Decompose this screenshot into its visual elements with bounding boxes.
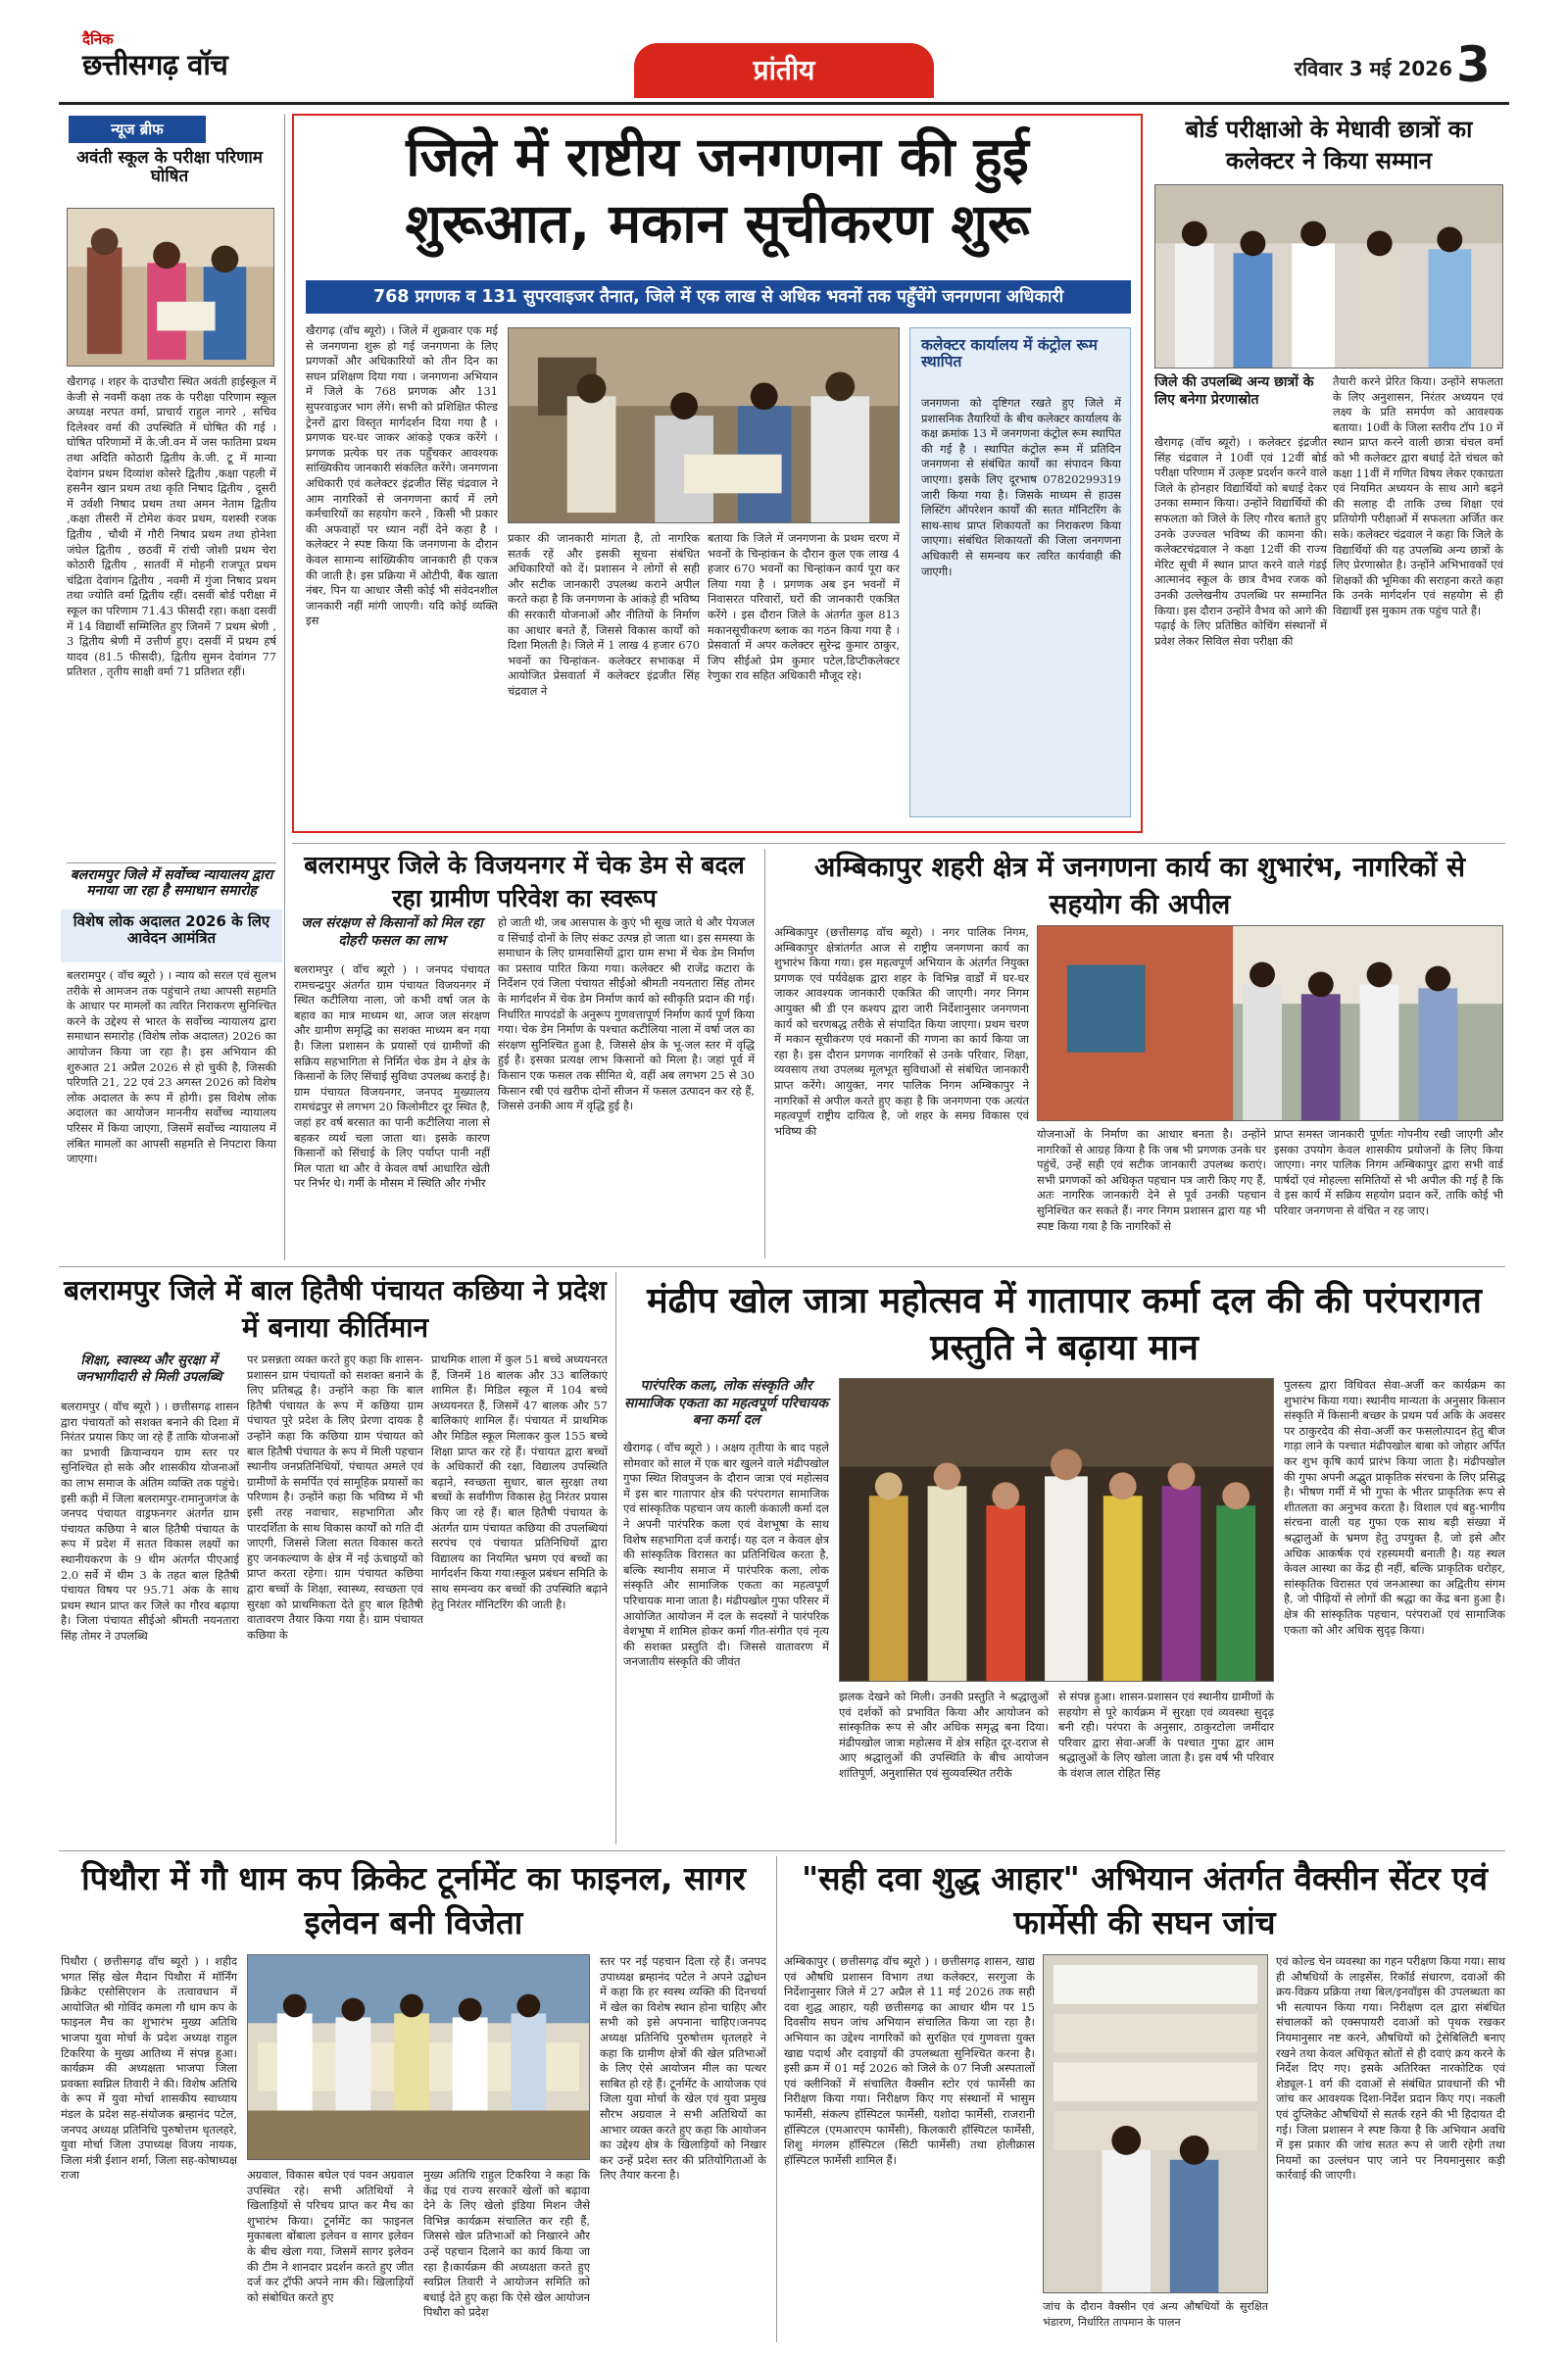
pithora-col-4: स्तर पर नई पहचान दिला रहे हैं। जनपद उपाध्यक्ष ब्रम्हानंद पटेल ने अपने उद्बोधन में कहा कि हर स्वस्थ व्यक्ति की दिनचर्या में खेल का विशेष स्थान होना चाहिए और सभी को इसे अपनाना चाहिए।जनपद अध्यक्ष प्रतिनिधि पुरुषोत्तम धृतलहरे ने कहा कि ग्रामीण क्षेत्रों की खेल प्रतिभाओं के लिए ऐसे आयोजन मील का पत्थर साबित हो रहे हैं। टूर्नामेंट के आयोजक एवं जिला युवा मोर्चा के खेल एवं युवा प्रमुख सौरभ अग्रवाल ने सभी अतिथियों का आभार व्यक्त करते हुए कहा कि आयोजन का उद्देश्य क्षेत्र के खिलाड़ियों को निखार कर उन्हें प्रदेश स्तर की प्रतियोगिताओं के लिए तैयार करना है। [600,1954,766,2183]
kachhiya-col-3: प्राथमिक शाला में कुल 51 बच्चे अध्ययनरत हैं, जिनमें 18 बालक और 33 बालिकाएं शामिल हैं। मिडिल स्कूल में 104 बच्चे अध्ययनरत हैं, जिसमें 47 बालक और 57 बालिकाएं शामिल हैं। पंचायत में प्राथमिक और मिडिल स्कूल मिलाकर कुल 155 बच्चे शिक्षा प्राप्त कर रहे हैं। पंचायत द्वारा बच्चों के अधिकारों की रक्षा, विद्यालय उपस्थिति बढ़ाने, स्वच्छता सुधार, बाल सुरक्षा तथा बच्चों के सर्वांगीण विकास हेतु निरंतर प्रयास किए जा रहे हैं। बाल हितैषी पंचायत के अंतर्गत ग्राम पंचायत कछिया की उपलब्धियां सरपंच एवं पंचायत प्रतिनिधियों द्वारा विद्यालय का नियमित भ्रमण एवं बच्चों का मार्गदर्शन किया गया।स्कूल प्रबंधन समिति के साथ समन्वय कर बच्चों की उपस्थिति बढ़ाने हेतु निरंतर मॉनिटरिंग की जाती है। [431,1352,608,1611]
lead-col-1: खैरागढ़ (वॉच ब्यूरो) । जिले में शुक्रवार एक मई से जनगणना शुरू हो गई जनगणना के लिए प्रगणकों और अधिकारियों को तीन दिन का सघन प्रशिक्षण दिया गया । जनगणना अभियान में जिले के 768 प्रगणक और 131 सुपरवाइजर भाग लेंगे। सभी को प्रशिक्षित फील्ड ट्रेनरों द्वारा विस्तृत मार्गदर्शन दिया गया है । प्रगणक घर-घर जाकर आंकड़े एकत्र करेंगे । प्रगणक प्रत्येक घर तक पहुँचकर आवश्यक सांख्यिकीय जानकारी संकलित करेंगे। जनगणना अधिकारी एवं कलेक्टर इंद्रजीत सिंह चंद्रवाल ने आम नागरिकों से जनगणना कार्य में लगे कर्मचारियों का सहयोग करने , किसी भी प्रकार की अफवाहों पर ध्यान नहीं देने कहा है । कलेक्टर ने स्पष्ट किया कि जनगणना के दौरान केवल सामान्य सांख्यिकीय जानकारी ही एकत्र की जाती है। इस प्रक्रिया में ओटीपी, बैंक खाता नंबर, पिन या आधार जैसी कोई भी संवेदनशील जानकारी नहीं मांगी जाएगी। यदि कोई व्यक्ति इस [306,323,498,628]
sahi-dawa-photo-pharmacy [1043,1954,1268,2293]
brief-second-headline: बलरामपुर जिले में सर्वोच्च न्यायालय द्वारा मनाया जा रहा है समाधान समारोह [70,867,273,899]
ambikapur-col-1: अम्बिकापुर (छत्तीसगढ़ वॉच ब्यूरो) । नगर पालिक निगम, अम्बिकापुर क्षेत्रांतर्गत आज से राष्ट्रीय जनगणना कार्य का शुभारंभ किया गया। इस महत्वपूर्ण अभियान के अंतर्गत नियुक्त प्रगणक एवं पर्यवेक्षक द्वारा शहर के विभिन्न वार्डों में घर-घर जाकर आवश्यक जानकारी एकत्रित की जाएगी। नगर निगम आयुक्त श्री डी एन कश्यप द्वारा जारी निर्देशानुसार जनगणना कार्य को चरणबद्ध तरीके से संपादित किया जाएगा। प्रथम चरण में मकान सूचीकरण एवं मकानों की गणना का कार्य किया जा रहा है। इस दौरान प्रगणक नागरिकों से उनके परिवार, शिक्षा, व्यवसाय तथा उपलब्ध मूलभूत सुविधाओं से संबंधित जानकारी प्राप्त करेंगे। आयुक्त, नगर पालिक निगम अम्बिकापुर ने नागरिकों से अपील करते हुए कहा है कि जनगणना एक अत्यंत महत्वपूर्ण राष्ट्रीय दायित्व है, जो शहर के समग्र विकास एवं भविष्य की [774,925,1029,1138]
pithora-photo-cricket-final [247,1954,590,2160]
lead-col-2: प्रकार की जानकारी मांगता है, तो नागरिक सतर्क रहें और इसकी सूचना संबंधित अधिकारियों को दें। प्रशासन ने लोगों से सही और सटीक जानकारी उपलब्ध कराने अपील करते कहा है कि जनगणना के आंकड़े ही भविष्य की सरकारी योजनाओं और नीतियों के निर्माण का आधार बनते हैं, जिससे विकास कार्यों को दिशा मिलती है। जिले में 1 लाख 4 हजार 670 भवनों का चिन्हांकन- कलेक्टर सभाकक्ष में आयोजित प्रेसवार्ता में कलेक्टर इंद्रजीत सिंह चंद्रवाल ने [508,531,700,698]
board-headline: बोर्ड परीक्षाओ के मेधावी छात्रों का कलेक्टर ने किया सम्मान [1185,116,1473,174]
board-col-2: तैयारी करने प्रेरित किया। उन्होंने सफलता के लिए अनुशासन, निरंतर अध्ययन एवं लक्ष्य के प्रति समर्पण को आवश्यक बताया। 10वीं के जिला स्तरीय टॉप 10 में स्थान प्राप्त करने वाली छात्रा चंचल वर्मा को भी कलेक्टर द्वारा बधाई देते चंचल को कक्षा 11वीं में गणित विषय लेकर एकाग्रता एवं नियमित अध्ययन के साथ आगे बढ़ने की सलाह दी ताकि उच्च शिक्षा एवं प्रतियोगी परीक्षाओं में सफलता अर्जित कर सके। कलेक्टर चंद्रवाल ने कहा कि जिले के विद्यार्थियों की यह उपलब्धि अन्य छात्रों के लिए प्रेरणास्रोत है। उन्होंने अभिभावकों एवं शिक्षकों की भूमिका की सराहना करते कहा कि उनके मार्गदर्शन एवं सहयोग से ही विद्यार्थी इस मुकाम तक पहुंच पाते हैं। [1333,374,1503,617]
section-label: प्रांतीय [634,43,934,98]
board-col-1: खैरागढ़ (वॉच ब्यूरो) । कलेक्टर इंद्रजीत सिंह चंद्रवाल ने 10वीं एवं 12वीं बोर्ड परीक्षा परिणाम में उत्कृष्ट प्रदर्शन करने वाले जिले के होनहार विद्यार्थियों को बधाई देकर उनका सम्मान किया। उन्होंने विद्यार्थियों की सफलता को जिले के लिए गौरव बताते हुए उनके उज्ज्वल भविष्य की कामना की। कलेक्टरचंद्रवाल ने कक्षा 12वीं की राज्य मेरिट सूची में स्थान प्राप्त करने वाले गंडई आत्मानंद स्कूल के छात्र वैभव रजक को उनकी उल्लेखनीय उपलब्धि पर सम्मानित किया। इस दौरान उन्होंने वैभव को आगे की पढ़ाई के लिए प्रतिष्ठित कोचिंग संस्थानों में प्रवेश लेकर सिविल सेवा परीक्षा की [1154,435,1327,648]
brief-headline: अवंती स्कूल के परीक्षा परिणाम घोषित [76,148,263,187]
ambikapur-col-3: प्राप्त समस्त जानकारी पूर्णतः गोपनीय रखी जाएगी और इसका उपयोग केवल शासकीय प्रयोजनों के लिए किया जाएगा। नगर पालिक निगम अम्बिकापुर द्वारा सभी वार्ड पार्षदों एवं मोहल्ला समितियों से भी अपील की गई है कि वे इस कार्य में सक्रिय सहयोग प्रदान करें, ताकि कोई भी परिवार जनगणना से वंचित न रह जाए। [1274,1127,1503,1217]
brief-body: खैरागढ़ । शहर के दाउचौरा स्थित अवंती हाईस्कूल में केजी से नवमीं कक्षा तक के परीक्षा परिणाम स्कूल अध्यक्ष नरपत वर्मा, प्राचार्य राहुल नागरे , सचिव दिलेश्वर वर्मा की उपस्थिति में घोषित की गई । घोषित परिणामों में के.जी.वन में जस फातिमा प्रथम तथा अदिति कोठारी द्वितीय के.जी. टू में मान्या देवांगन प्रथम दिव्यांश कोसरे द्वितीय ,कक्षा पहली में हसनैन खान प्रथम तथा कृति निषाद द्वितीय , दूसरी में उर्वशी निषाद प्रथम तथा अमन नेताम द्वितीय ,कक्षा तीसरी में टोमेश कंवर प्रथम, यशस्वी रजक द्वितीय , चौथी में गौरी निषाद प्रथम तथा होनेशा जंघेल द्वितीय , छठवीं में रांची जोशी प्रथम चेरा कोठारी द्वितीय , सातवीं में मोहनी राजपूत प्रथम चंद्रिता देवांगन द्वितीय , नवमी में गुंजा निषाद प्रथम तथा ज्योति वर्मा द्वितीय रहीं। दसवीं बोर्ड परीक्षा में स्कूल का परिणाम 71.43 फीसदी रहा। कक्षा दसवीं में 14 विद्यार्थी सम्मिलित हुए जिनमें 7 प्रथम श्रेणी , 3 द्वितीय श्रेणी में उत्तीर्ण हुए। दसवीं में प्रथम हर्ष यादव (81.5 फीसदी), द्वितीय सुमन देवांगन 77 प्रतिशत , तृतीय साक्षी वर्मा 71 प्रतिशत रहीं। [67,374,276,679]
control-room-headline: कलेक्टर कार्यालय में कंट्रोल रूम स्थापित [921,336,1098,371]
pithora-headline: पिथौरा में गौ धाम कप क्रिकेट टूर्नामेंट का फाइनल, सागर इलेवन बनी विजेता [81,1859,746,1942]
board-caption: जिले की उपलब्धि अन्य छात्रों के लिए बनेगा प्रेरणास्रोत [1154,374,1314,408]
news-brief-tag: न्यूज ब्रीफ [69,116,206,143]
masthead-logo: छत्तीसगढ़ वॉच [82,48,228,81]
ambikapur-photo [1037,925,1503,1121]
pithora-col-3: मुख्य अतिथि राहुल टिकरिया ने कहा कि केंद्र एवं राज्य सरकारें खेलों को बढ़ावा देने के लिए खेलो इंडिया मिशन जैसे विभिन्न कार्यक्रम संचालित कर रही हैं, जिससे खेल प्रतिभाओं को निखारने और उन्हें पहचान दिलाने का कार्य किया जा रहा है।कार्यक्रम की अध्यक्षता करते हुए स्वप्निल तिवारी ने आयोजन समिति को बधाई देते हुए कहा कि ऐसे खेल आयोजन पिथौरा को प्रदेश [423,2168,590,2320]
kachhiya-subheadline: शिक्षा, स्वास्थ्य और सुरक्षा में जनभागीदारी से मिली उपलब्धि [75,1352,222,1385]
lead-subheadline: 768 प्रगणक व 131 सुपरवाइजर तैनात, जिले में एक लाख से अधिक भवनों तक पहुँचेंगे जनगणना अधिकारी [306,280,1131,314]
vijaynagar-col-1: बलरामपुर ( वॉच ब्यूरो ) । जनपद पंचायत रामचन्द्रपुर अंतर्गत ग्राम पंचायत विजयनगर में स्थित कटीलिया नाला, जो कभी वर्षा जल के बहाव का मात्र माध्यम था, आज जल संरक्षण और ग्रामीण समृद्धि का सशक्त माध्यम बन गया है। जिला प्रशासन के प्रयासों एवं ग्रामीणों की सक्रिय सहभागिता से निर्मित चेक डेम ने क्षेत्र के किसानों के लिए सिंचाई सुविधा उपलब्ध कराई है। ग्राम पंचायत विजयनगर, जनपद मुख्यालय रामचंद्रपुर से लगभग 20 किलोमीटर दूर स्थित है, जहां हर वर्ष बरसात का पानी कटीलिया नाला से बहकर व्यर्थ चला जाता था। इसके कारण किसानों को सिंचाई के लिए पर्याप्त पानी नहीं मिल पाता था और वे केवल वर्षा आधारित खेती पर निर्भर थे। गर्मी के मौसम में स्थिति और गंभीर [294,962,490,1191]
mandip-col-3: से संपन्न हुआ। शासन-प्रशासन एवं स्थानीय ग्रामीणों के सहयोग से पूरे कार्यक्रम में सुरक्षा एवं व्यवस्था सुदृढ़ बनी रही। परंपरा के अनुसार, ठाकुरटोला जमींदार परिवार द्वारा सेवा-अर्जी के पश्चात गुफा द्वार आम श्रद्धालुओं के लिए खोला जाता है। इस वर्ष भी परिवार के वंशज लाल रोहित सिंह [1058,1690,1274,1780]
lead-headline: जिले में राष्टीय जनगणना की हुई शुरूआत, मकान सूचीकरण शुरू [405,125,1030,255]
sahi-dawa-col-1: अम्बिकापुर ( छत्तीसगढ़ वॉच ब्यूरो ) । छत्तीसगढ़ शासन, खाद्य एवं औषधि प्रशासन विभाग तथा कलेक्टर, सरगुजा के निर्देशानुसार जिले में 27 अप्रैल से 11 मई 2026 तक सही दवा शुद्ध आहार, यही छत्तीसगढ़ का आधार थीम पर 15 दिवसीय सघन जांच अभियान संचालित किया जा रहा है। अभियान का उद्देश्य नागरिकों को सुरक्षित एवं गुणवत्ता युक्त खाद्य पदार्थ और दवाइयों की उपलब्धता सुनिश्चित करना है। इसी क्रम में 01 मई 2026 को जिले के 07 निजी अस्पतालों एवं क्लीनिकों में संचालित वैक्सीन स्टोर एवं फार्मेसी का निरीक्षण किया गया। निरीक्षण किए गए संस्थानों में भासुम फार्मेसी, संकल्प हॉस्पिटल फार्मेसी, यशोदा फार्मेसी, राजरानी हॉस्पिटल (एमआरएम फार्मेसी), किलकारी हॉस्पिटल फार्मेसी, शिशु मंगलम हॉस्पिटल (सिटी फार्मेसी) तथा होलीक्रास हॉस्पिटल फार्मेसी शामिल हैं। [784,1954,1035,2167]
kachhiya-col-2: पर प्रसन्नता व्यक्त करते हुए कहा कि शासन-प्रशासन ग्राम पंचायतों को सशक्त बनाने के लिए प्रतिबद्ध है। उन्होंने कहा कि बाल हितैषी पंचायत के रूप में कछिया ग्राम पंचायत पूरे प्रदेश के लिए प्रेरणा दायक है उन्होंने कहा कि कछिया ग्राम पंचायत को बाल हितैषी पंचायत के रूप में मिली पहचान स्थानीय जनप्रतिनिधियों, पंचायत अमले एवं ग्रामीणों के समर्पित एवं सामूहिक प्रयासों का परिणाम है। उन्होंने कहा कि भविष्य में भी इसी तरह नवाचार, सहभागिता और पारदर्शिता के साथ विकास कार्यों को गति दी जाएगी, जिससे जिला सतत विकास करते हुए जनकल्याण के क्षेत्र में नई ऊंचाइयों को प्राप्त करता रहेगा। ग्राम पंचायत कछिया द्वारा बच्चों के शिक्षा, स्वास्थ्य, स्वच्छता एवं सुरक्षा को प्राथमिकता देते हुए बाल हितैषी वातावरण तैयार किया गया है। ग्राम पंचायत कछिया के [247,1352,423,1642]
vijaynagar-subheadline: जल संरक्षण से किसानों को मिल रहा दोहरी फसल का लाभ [301,915,483,949]
masthead-rule [59,102,1509,105]
kachhiya-col-1: बलरामपुर ( वॉच ब्यूरो ) । छत्तीसगढ़ शासन द्वारा पंचायतों को सशक्त बनाने की दिशा में निरंतर प्रयास किए जा रहे हैं ताकि योजनाओं का प्रभावी क्रियान्वयन ग्राम स्तर पर सुनिश्चित हो सके और शासकीय योजनाओं का लाभ समाज के अंतिम व्यक्ति तक पहुंचे। इसी कड़ी में जिला बलरामपुर-रामानुजगंज के जनपद पंचायत वाड्रफनगर अंतर्गत ग्राम पंचायत कछिया ने बाल हितैषी पंचायत के रूप में प्रदेश में सतत विकास लक्ष्यों का स्थानीयकरण के 9 थीम अंतर्गत पीएआई 2.0 सर्वे में थीम 3 के तहत बाल हितैषी पंचायत विषय पर 95.71 अंक के साथ प्रथम स्थान प्राप्त कर जिले का गौरव बढ़ाया है। जिला पंचायत सीईओ श्रीमती नयनतारा सिंह तोमर ने उपलब्धि [61,1400,239,1643]
mandip-col-2: झलक देखने को मिली। उनकी प्रस्तुति ने श्रद्धालुओं एवं दर्शकों को प्रभावित किया और आयोजन को सांस्कृतिक रूप से और अधिक समृद्ध बना दिया। मंढीपखोल जात्रा महोत्सव में क्षेत्र सहित दूर-दराज से आए श्रद्धालुओं की उपस्थिति के बीच आयोजन शांतिपूर्ण, अनुशासित एवं सुव्यवस्थित तरीके [839,1690,1049,1780]
lok-adalat-body: बलरामपुर ( वॉच ब्यूरो ) । न्याय को सरल एवं सुलभ तरीके से आमजन तक पहुंचाने तथा आपसी सहमति के आधार पर मामलों का त्वरित निराकरण सुनिश्चित करने के उद्देश्य से भारत के सर्वोच्च न्यायालय द्वारा समाधान समारोह (विशेष लोक अदालत) 2026 का आयोजन किया जा रहा है। इस अभियान की शुरुआत 21 अप्रैल 2026 से हो चुकी है, जिसकी परिणति 21, 22 एवं 23 अगस्त 2026 को विशेष लोक अदालत के रूप में होगी। इस विशेष लोक अदालत का आयोजन माननीय सर्वोच्च न्यायालय परिसर में किया जाएगा, जिसमें सर्वोच्च न्यायालय में लंबित मामलों का आपसी सहमति से निपटारा किया जाएगा। [67,968,276,1166]
kachhiya-headline: बलरामपुर जिले में बाल हितैषी पंचायत कछिया ने प्रदेश में बनाया कीर्तिमान [64,1274,607,1344]
sahi-dawa-col-2: एवं कोल्ड चेन व्यवस्था का गहन परीक्षण किया गया। साथ ही औषधियों के लाइसेंस, रिकॉर्ड संधारण, दवाओं की क्रय-विक्रय प्रक्रिया तथा बिल/इनवॉइस की उपलब्धता का भी सत्यापन किया गया। निरीक्षण दल द्वारा संबंधित संचालकों को एक्सपायरी दवाओं को पृथक रखकर नियमानुसार नष्ट करने, औषधियों को ट्रेसेबिलिटी बनाए रखने तथा केवल अधिकृत स्रोतों से ही दवाएं क्रय करने के निर्देश दिए गए। इसके अतिरिक्त नारकोटिक एवं शेड्यूल-1 वर्ग की दवाओं से संबंधित प्रावधानों की भी जांच कर आवश्यक दिशा-निर्देश प्रदान किए गए। नकली एवं दुप्लिकेट औषधियों से सतर्क रहने की भी हिदायत दी गई। जिला प्रशासन ने स्पष्ट किया है कि अभियान अवधि में इस प्रकार की जांच सतत रूप से जारी रहेगी तथा नियमों का उल्लंघन पाए जाने पर नियमानुसार कड़ी कार्रवाई की जाएगी। [1276,1954,1505,2183]
page-number: 3 [1456,36,1491,93]
lead-col-3: बताया कि जिले में जनगणना के प्रथम चरण में भवनों के चिन्हांकन के दौरान कुल एक लाख 4 हजार 670 भवनों का चिन्हांकन कार्य पूरा कर लिया गया है । प्रगणक अब इन भवनों में निवासरत परिवारों, घरों की जानकारी एकत्रित करेंगे । इस दौरान जिले के अंतर्गत कुल 813 मकानसूचीकरण ब्लाक का गठन किया गया है । प्रेसवार्ता में अपर कलेक्टर सुरेन्द्र कुमार ठाकुर, जिप सीईओ प्रेम कुमार पटेल,डिप्टीकलेक्टर रेणुका राव सहित अधिकारी मौजूद रहे। [708,531,900,683]
sahi-dawa-caption: जांच के दौरान वैक्सीन एवं अन्य औषधियों के सुरक्षित भंडारण, निर्धारित तापमान के पालन [1043,2300,1268,2329]
brief-photo [67,208,274,367]
pithora-col-1: पिथौरा ( छत्तीसगढ़ वॉच ब्यूरो ) । शहीद भगत सिंह खेल मैदान पिथौरा में मॉर्निंग क्रिकेट एसोसिएशन के तत्वावधान में आयोजित श्री गोविंद कमला गौ धाम कप के फाइनल मैच का शुभारंभ मुख्य अतिथि भाजपा युवा मोर्चा के प्रदेश अध्यक्ष राहुल टिकरिया के मुख्य आतिथ्य में संपन्न हुआ। कार्यक्रम की अध्यक्षता भाजपा जिला प्रवक्ता स्वप्निल तिवारी ने की। विशेष अतिथि के रूप में युवा मोर्चा शासकीय स्वाध्याय मंडल के प्रदेश सह-संयोजक ब्रम्हानंद पटेल, जनपद अध्यक्ष प्रतिनिधि पुरुषोत्तम धृतलहरे, युवा मोर्चा जिला उपाध्यक्ष विजय नायक, जिला मंत्री ईशान शर्मा, जिला सह-कोषाध्यक्ष राजा [61,1954,237,2183]
board-photo-felicitation [1154,184,1503,369]
mandip-col-4: पुलस्त्य द्वारा विधिवत सेवा-अर्जी कर कार्यक्रम का शुभारंभ किया गया। स्थानीय मान्यता के अनुसार किसान संस्कृति में किसानी बच्छर के प्रथम पर्व अकि के अवसर पर ठाकुरदेव की सेवा-अर्जी कर फसलोत्पादन हेतु बीज गाड़ा लाने के पश्चात मंढीपखोल बाबा को जोहार अर्पित कर शुभ कृषि कार्य प्रारंभ किया जाता है। मंढीपखोल की गुफा अपनी अद्भुत प्राकृतिक संरचना के लिए प्रसिद्ध है। भीषण गर्मी में भी गुफा के भीतर प्राकृतिक रूप से शीतलता का अनुभव करता है। विशाल एवं बहु-भागीय संरचना वाली यह गुफा एक साथ बड़ी संख्या में श्रद्धालुओं के भ्रमण हेतु उपयुक्त है, जो इसे और अधिक आकर्षक एवं रहस्यमयी बनाती है। यह स्थल केवल आस्था का केंद्र ही नहीं, बल्कि प्राकृतिक धरोहर, सांस्कृतिक विरासत एवं जनआस्था का अद्वितीय संगम है, जो पीढ़ियों से लोगों की श्रद्धा का केंद्र बना हुआ है। क्षेत्र की सांस्कृतिक पहचान, परंपराओं एवं सामाजिक एकता को और अधिक सुदृढ़ किया। [1284,1378,1505,1637]
control-room-body: जनगणना को दृष्टिगत रखते हुए जिले में प्रशासनिक तैयारियों के बीच कलेक्टर कार्यालय के कक्ष क्रमांक 13 में जनगणना कंट्रोल रूम स्थापित की गई है । स्थापित कंट्रोल रूम में प्रतिदिन जनगणना से संबंधित कार्यों का संपादन किया जाएगा। इसके लिए दूरभाष 07820299319 जारी किया गया है। जिसके माध्यम से हाउस लिस्टिंग ऑपरेशन कार्यों की सतत मॉनिटरिंग के साथ-साथ प्राप्त शिकायतों का निराकरण किया जाएगा। संबंधित शिकायतों की जिला जनगणना अधिकारी से समन्वय कर त्वरित कार्यवाही की जाएगी। [921,396,1121,578]
mandip-photo-karma-dance [839,1378,1274,1682]
masthead [0,0,1568,114]
issue-date: रविवार 3 मई 2026 [1294,57,1452,80]
ambikapur-headline: अम्बिकापुर शहरी क्षेत्र में जनगणना कार्य का शुभारंभ, नागरिकों से सहयोग की अपील [813,851,1466,920]
masthead-logo-small: दैनिक [82,30,114,48]
lok-adalat-headline: विशेष लोक अदालत 2026 के लिए आवेदन आमंत्रित [73,912,270,947]
mandip-col-1: खैरागढ़ ( वॉच ब्यूरो ) । अक्षय तृतीया के बाद पहले सोमवार को साल में एक बार खुलने वाले मंढीपखोल गुफा स्थित शिवपुजन के दौरान जात्रा एवं महोत्सव में इस बार गातापार क्षेत्र की परंपरागत सामाजिक एवं सांस्कृतिक पहचान जय काली कंकाली कर्मा दल ने अपनी पारंपरिक कला एवं वेशभूषा के साथ विशेष सहभागिता दर्ज कराई। यह दल न केवल क्षेत्र की सांस्कृतिक विरासत का प्रतिनिधित्व करता है, बल्कि स्थानीय समाज में पारंपरिक कला, लोक संस्कृति और सामाजिक एकता का महत्वपूर्ण परिचायक माना जाता है। मंढीपखोल गुफा परिसर में आयोजित आयोजन में दल के सदस्यों ने पारंपरिक वेशभूषा में शामिल होकर कर्मा गीत-संगीत एवं नृत्य की सशक्त प्रस्तुति दी। जिससे वातावरण में जनजातीय संस्कृति की जीवंत [623,1441,829,1669]
sahi-dawa-headline: "सही दवा शुद्ध आहार" अभियान अंतर्गत वैक्सीन सेंटर एवं फार्मेसी की सघन जांच [802,1859,1488,1942]
ambikapur-col-2: योजनाओं के निर्माण का आधार बनता है। उन्होंने नागरिकों से आग्रह किया है कि जब भी प्रगणक उनके घर पहुंचें, उन्हें सही एवं सटीक जानकारी उपलब्ध कराएं। सभी प्रगणकों को अधिकृत पहचान पत्र जारी किए गए हैं, अतः नागरिक जानकारी देने से पूर्व उनकी पहचान सुनिश्चित कर सकते हैं। नगर निगम प्रशासन द्वारा यह भी स्पष्ट किया गया है कि नागरिकों से [1037,1127,1266,1233]
lead-photo-census-survey [508,327,900,523]
mandip-headline: मंढीप खोल जात्रा महोत्सव में गातापार कर्मा दल की की परंपरागत प्रस्तुति ने बढ़ाया मान [647,1281,1482,1368]
vijaynagar-col-2: हो जाती थी, जब आसपास के कुएं भी सूख जाते थे और पेयजल व सिंचाई दोनों के लिए संकट उत्पन्न हो जाता था। इस समस्या के समाधान के लिए ग्रामवासियों द्वारा ग्राम सभा में चेक डेम निर्माण का प्रस्ताव पारित किया गया। कलेक्टर श्री राजेंद्र कटारा के निर्देशन एवं जिला पंचायत सीईओ श्रीमती नयनतारा सिंह तोमर के मार्गदर्शन में चेक डेम निर्माण कार्य को स्वीकृति प्रदान की गई। निर्धारित मापदंडों के अनुरूप गुणवत्तापूर्ण निर्माण कार्य पूर्ण किया गया। चेक डेम निर्माण के पश्चात कटीलिया नाला में वर्षा जल का संरक्षण सुनिश्चित हुआ है, जिससे क्षेत्र के भू-जल स्तर में वृद्धि हुई है। इसका प्रत्यक्ष लाभ किसानों को मिला है। जहां पूर्व में किसान एक फसल तक सीमित थे, वहीं अब लगभग 25 से 30 किसान रबी एवं खरीफ दोनों सीजन में फसल उत्पादन कर रहे हैं, जिससे उनकी आय में वृद्धि हुई है। [498,915,755,1113]
mandip-subheadline: पारंपरिक कला, लोक संस्कृति और सामाजिक एकता का महत्वपूर्ण परिचायक बना कर्मा दल [624,1378,828,1428]
vijaynagar-headline: बलरामपुर जिले के विजयनगर में चेक डेम से बदल रहा ग्रामीण परिवेश का स्वरूप [304,851,745,912]
pithora-col-2: अग्रवाल, विकास बघेल एवं पवन अग्रवाल उपस्थित रहे। सभी अतिथियों ने खिलाड़ियों से परिचय प्राप्त कर मैच का शुभारंभ किया। टूर्नामेंट का फाइनल मुकाबला बोंबाला इलेवन व सागर इलेवन के बीच खेला गया, जिसमें सागर इलेवन की टीम ने शानदार प्रदर्शन करते हुए जीत दर्ज कर ट्रॉफी अपने नाम की। खिलाड़ियों को संबोधित करते हुए [247,2168,414,2304]
